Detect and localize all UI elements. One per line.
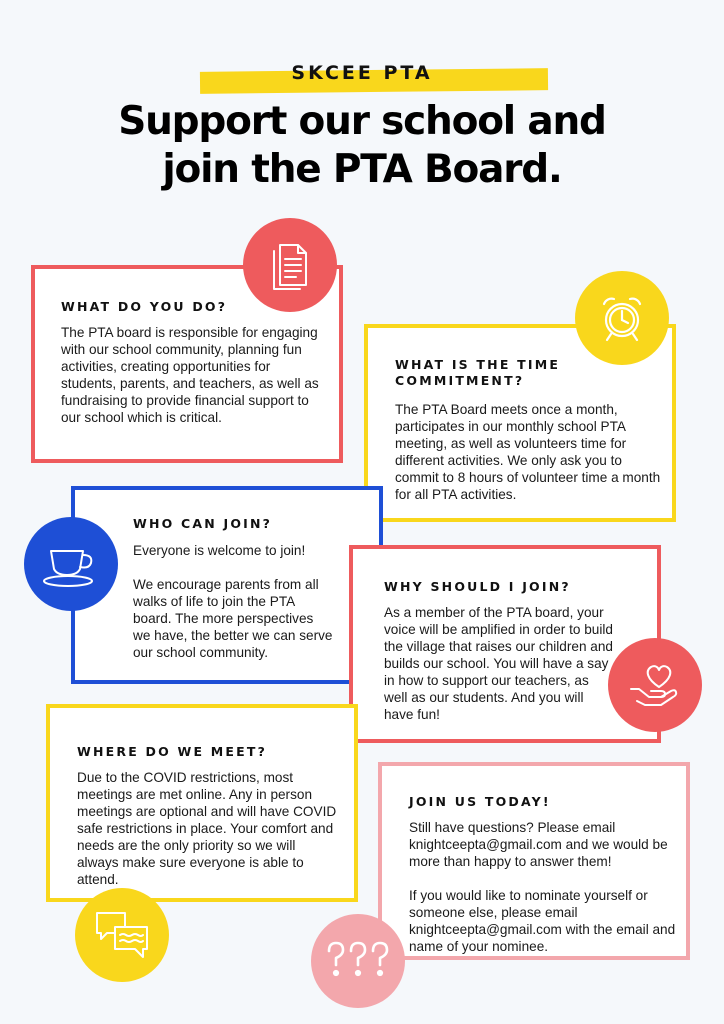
kicker: SKCEE PTA [291, 62, 433, 84]
card-body: The PTA Board meets once a month, participates in our monthly school PTA meeting, as well as volunteers time for different activities. We only ask you to commit to 8 hours of volunteer time a month for all PTA activities. [395, 402, 661, 502]
card-paragraph: Still have questions? Please email knightceepta@gmail.com and we would be more than happy to answer them! [409, 820, 668, 869]
headline-line-2: join the PTA Board. [162, 147, 562, 192]
teacup-icon [24, 517, 118, 611]
document-icon [243, 218, 337, 312]
card-why-join [349, 545, 661, 743]
card-title: WHO CAN JOIN? [133, 516, 273, 531]
card-body [133, 542, 333, 661]
card-who-can-join [71, 486, 383, 684]
card-title: JOIN US TODAY! [409, 794, 551, 809]
card-paragraph: Everyone is welcome to join! [133, 543, 306, 558]
card-body: Due to the COVID restrictions, most meetings are met online. Any in person meetings are optional and will have COVID safe restrictions in place. Your comfort and needs are the only priority so we will always make sure everyone is able to attend. [77, 770, 337, 887]
card-body [409, 819, 677, 955]
card-title: WHERE DO WE MEET? [77, 744, 268, 759]
card-where-meet [46, 704, 358, 902]
card-title: WHAT IS THE TIME COMMITMENT? [395, 357, 561, 388]
card-paragraph: We encourage parents from all walks of life to join the PTA board. The more perspectives we have, the better we can serve our school community. [133, 577, 333, 660]
page-title [0, 98, 724, 194]
card-body: As a member of the PTA board, your voice will be amplified in order to build the village that raises our children and builds our school. You will have a say in how to support our teachers, as well as our students. And you will have fun! [384, 605, 613, 722]
question-marks-icon [311, 914, 405, 1008]
headline-line-1: Support our school and [118, 99, 606, 144]
card-paragraph: If you would like to nominate yourself or someone else, please email knightceepta@gmail.com with the email and name of your nominee. [409, 888, 676, 954]
card-join-today [378, 762, 690, 960]
card-body: The PTA board is responsible for engaging with our school community, planning fun activities, creating opportunities for students, parents, and teachers, as well as fundraising to provide financial support to our school which is critical. [61, 325, 319, 425]
alarm-clock-icon [575, 271, 669, 365]
chat-bubbles-icon [75, 888, 169, 982]
card-title: WHAT DO YOU DO? [61, 299, 228, 314]
card-title: WHY SHOULD I JOIN? [384, 579, 571, 594]
heart-in-hand-icon [608, 638, 702, 732]
